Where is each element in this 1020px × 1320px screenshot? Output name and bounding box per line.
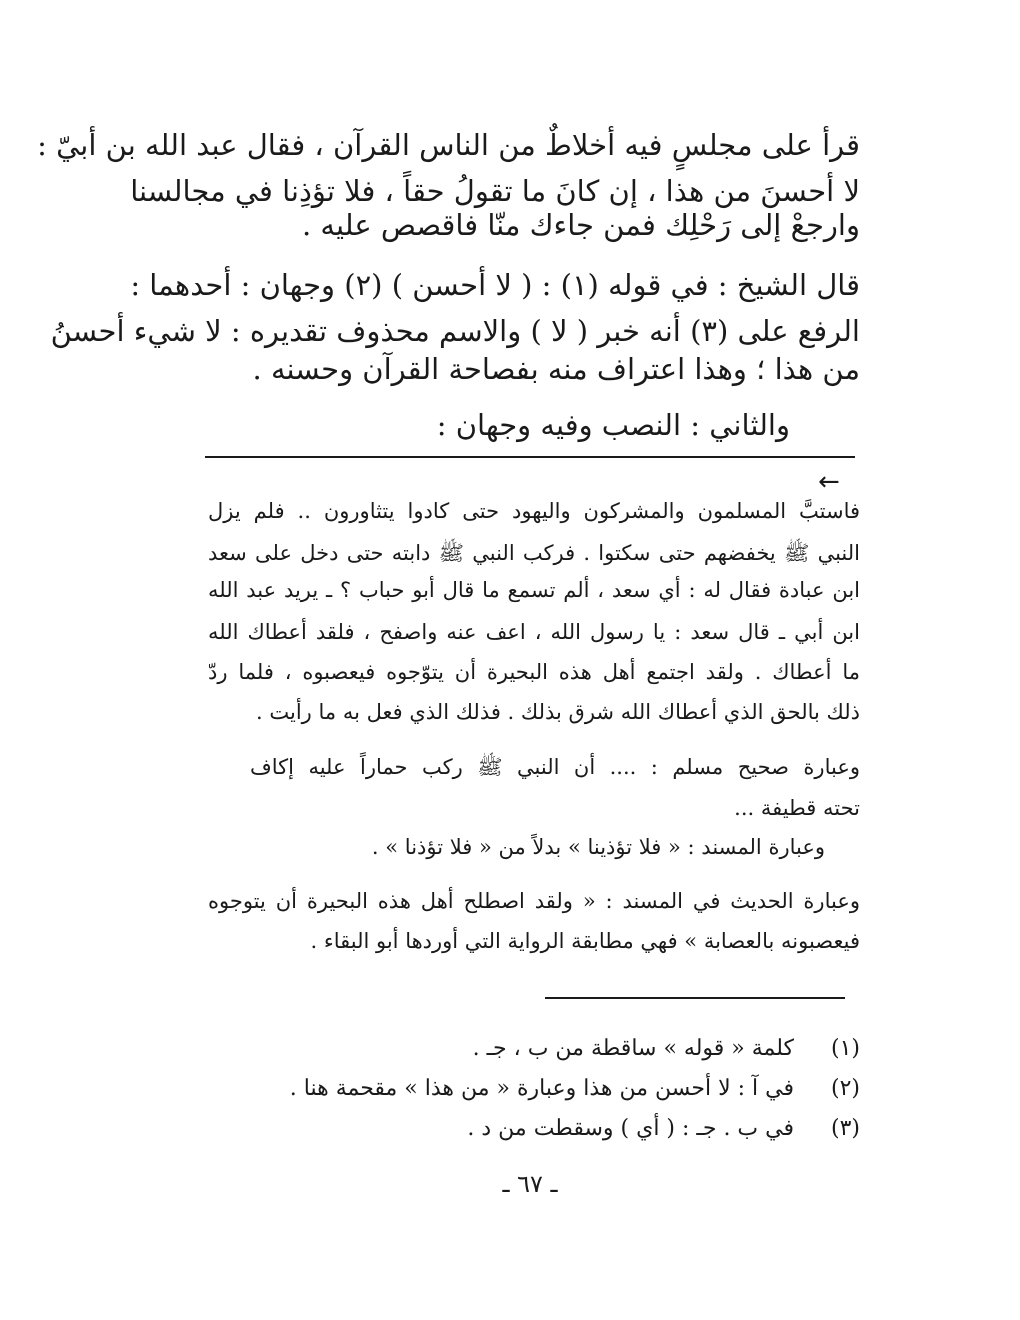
separator-rule [205,456,855,458]
margin-text-line: ما أعطاك . ولقد اجتمع أهل هذه البحيرة أن يتوّجوه فيعصبوه ، فلما ردّ [208,660,860,684]
margin-text-line: ابن عبادة فقال له : أي سعد ، ألم تسمع ما قال أبو حباب ؟ ـ يريد عبد الله [208,578,860,602]
footnote-number: (١) [830,1036,860,1061]
margin-text-line: فيعصبونه بالعصابة » فهي مطابقة الرواية التي أوردها أبو البقاء . [310,929,860,953]
footnote-separator [545,997,845,999]
footnote [160,1034,860,1064]
margin-text-line: وعبارة المسند : « فلا تؤذينا » بدلاً من « فلا تؤذنا » . [371,835,825,859]
main-text-line: الرفع على (٣) أنه خبر ( لا ) والاسم محذوف تقديره : لا شيء أحسنُ [50,314,860,348]
margin-text-line: تحته قطيفة ... [734,796,860,820]
footnote [160,1114,860,1144]
margin-text-line: النبي ﷺ يخفضهم حتى سكتوا . فركب النبي ﷺ دابته حتى دخل على سعد [208,541,860,565]
footnote-number: (٢) [830,1076,860,1101]
arrow-left-icon: ← [818,467,840,497]
main-text-line: قال الشيخ : في قوله (١) : ( لا أحسن ) (٢) وجهان : أحدهما : [130,268,860,302]
margin-text-line: وعبارة الحديث في المسند : « ولقد اصطلح أهل هذه البحيرة أن يتوجوه [208,889,860,913]
main-text-line: قرأ على مجلسٍ فيه أخلاطٌ من الناس القرآن ، فقال عبد الله بن أبيّ : [37,128,860,162]
footnote-text: كلمة « قوله » ساقطة من ب ، جـ . [472,1036,794,1061]
margin-text-line: ابن أبي ـ قال سعد : يا رسول الله ، اعف عنه واصفح ، فلقد أعطاك الله [208,620,860,644]
footnote-text: في ب . جـ : ( أي ) وسقطت من د . [467,1116,794,1141]
main-text-line: وارجعْ إلى رَحْلِك فمن جاءك منّا فاقصص عليه . [302,208,860,242]
footnote-text: في آ : لا أحسن من هذا وعبارة « من هذا » مقحمة هنا . [289,1076,794,1101]
margin-text-line: فاستبَّ المسلمون والمشركون واليهود حتى كادوا يتثاورون .. فلم يزل [208,499,861,523]
footnote [160,1074,860,1104]
footnote-number: (٣) [830,1116,860,1141]
margin-text-line: ذلك بالحق الذي أعطاك الله شرق بذلك . فذلك الذي فعل به ما رأيت . [256,700,860,724]
page-number: ـ ٦٧ ـ [502,1170,558,1198]
main-text-line: من هذا ؛ وهذا اعتراف منه بفصاحة القرآن وحسنه . [252,352,860,386]
margin-text-line: وعبارة صحيح مسلم : .... أن النبي ﷺ ركب حماراً عليه إكاف [250,755,860,779]
main-text-line: لا أحسنَ من هذا ، إن كانَ ما تقولُ حقاً ، فلا تؤذِنا في مجالسنا [130,174,860,208]
main-text-line: والثاني : النصب وفيه وجهان : [436,408,790,442]
